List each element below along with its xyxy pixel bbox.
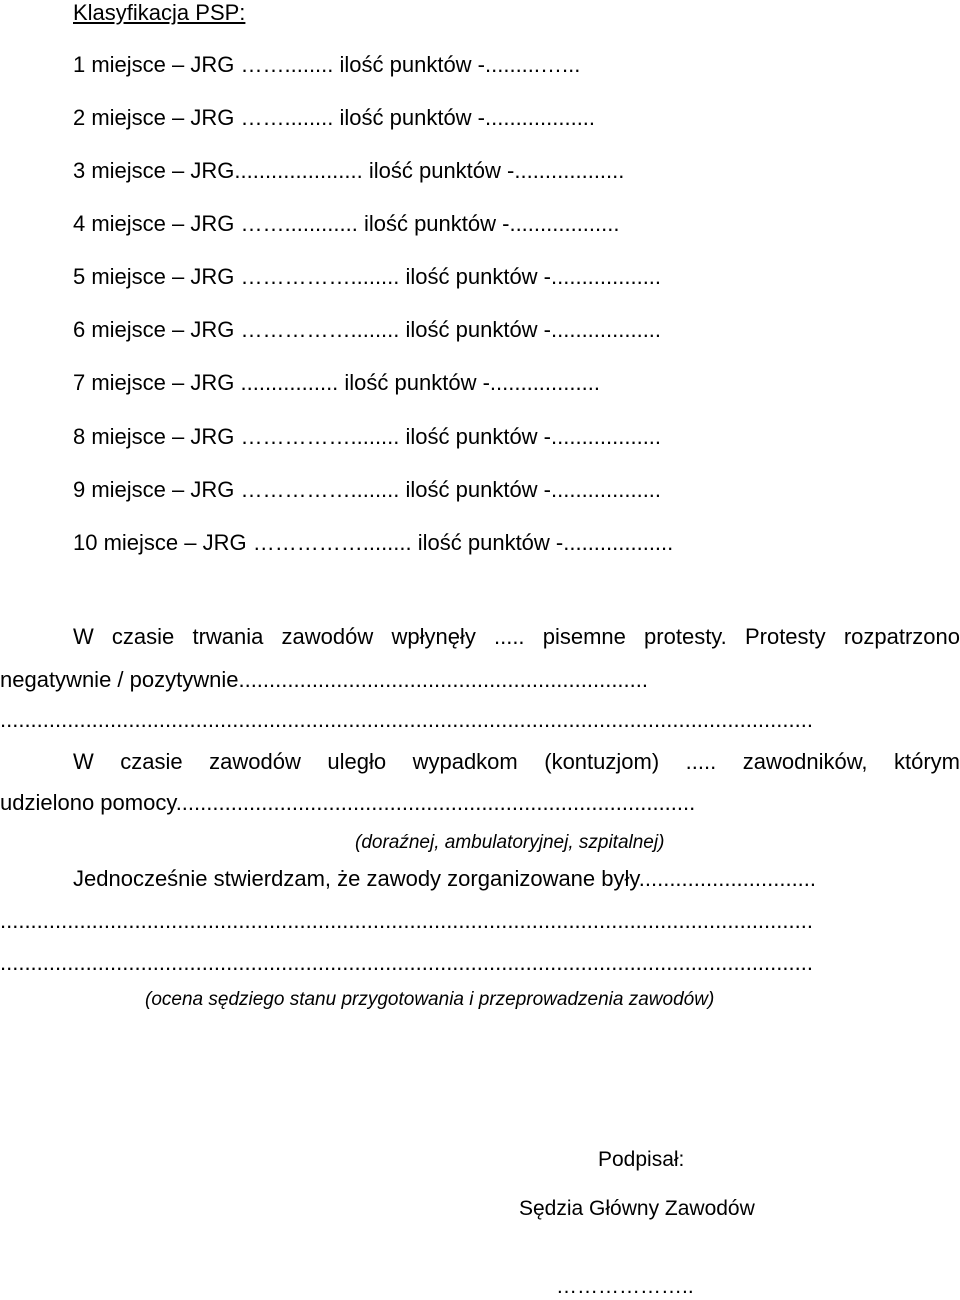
signature-label: Podpisał: [598, 1148, 685, 1171]
ranking-line-4: 4 miejsce – JRG ……............ ilość punktów -.................. [73, 211, 620, 236]
ranking-line-8: 8 miejsce – JRG ……………........ ilość punktów -.................. [73, 424, 662, 449]
ranking-line-10: 10 miejsce – JRG ……………........ ilość punktów -.................. [73, 530, 674, 555]
ranking-line-9: 9 miejsce – JRG ……………........ ilość punktów -.................. [73, 477, 662, 502]
protests-line-3: ..................................................................................................................................... [0, 707, 813, 732]
ranking-line-7: 7 miejsce – JRG ................ ilość punktów -.................. [73, 370, 600, 395]
accidents-line-1: W czasie zawodów uległo wypadkom (kontuzjom) ..... zawodników, którym [73, 749, 960, 774]
ranking-line-5: 5 miejsce – JRG ……………........ ilość punktów -.................. [73, 264, 662, 289]
accidents-line-2: udzielono pomocy..................................................................................... [0, 790, 696, 815]
statement-line-2: ..................................................................................................................................... [0, 908, 813, 933]
ranking-line-6: 6 miejsce – JRG ……………........ ilość punktów -.................. [73, 317, 662, 342]
signature-dots: ……………….. [556, 1275, 694, 1298]
statement-assessment-note: (ocena sędziego stanu przygotowania i przeprowadzenia zawodów) [145, 989, 715, 1010]
statement-line-3: ..................................................................................................................................... [0, 950, 813, 975]
statement-line-1: Jednocześnie stwierdzam, że zawody zorganizowane były............................. [73, 866, 817, 891]
classification-heading: Klasyfikacja PSP: [73, 0, 246, 25]
protests-line-2: negatywnie / pozytywnie................................................................... [0, 667, 648, 692]
signature-role: Sędzia Główny Zawodów [519, 1197, 755, 1220]
accidents-help-note: (doraźnej, ambulatoryjnej, szpitalnej) [355, 832, 665, 853]
ranking-line-3: 3 miejsce – JRG..................... ilość punktów -.................. [73, 158, 625, 183]
ranking-line-2: 2 miejsce – JRG ……........ ilość punktów -.................. [73, 105, 596, 130]
protests-line-1: W czasie trwania zawodów wpłynęły ..... pisemne protesty. Protesty rozpatrzono [73, 624, 960, 649]
ranking-line-1: 1 miejsce – JRG ……........ ilość punktów -.........…... [73, 52, 581, 77]
